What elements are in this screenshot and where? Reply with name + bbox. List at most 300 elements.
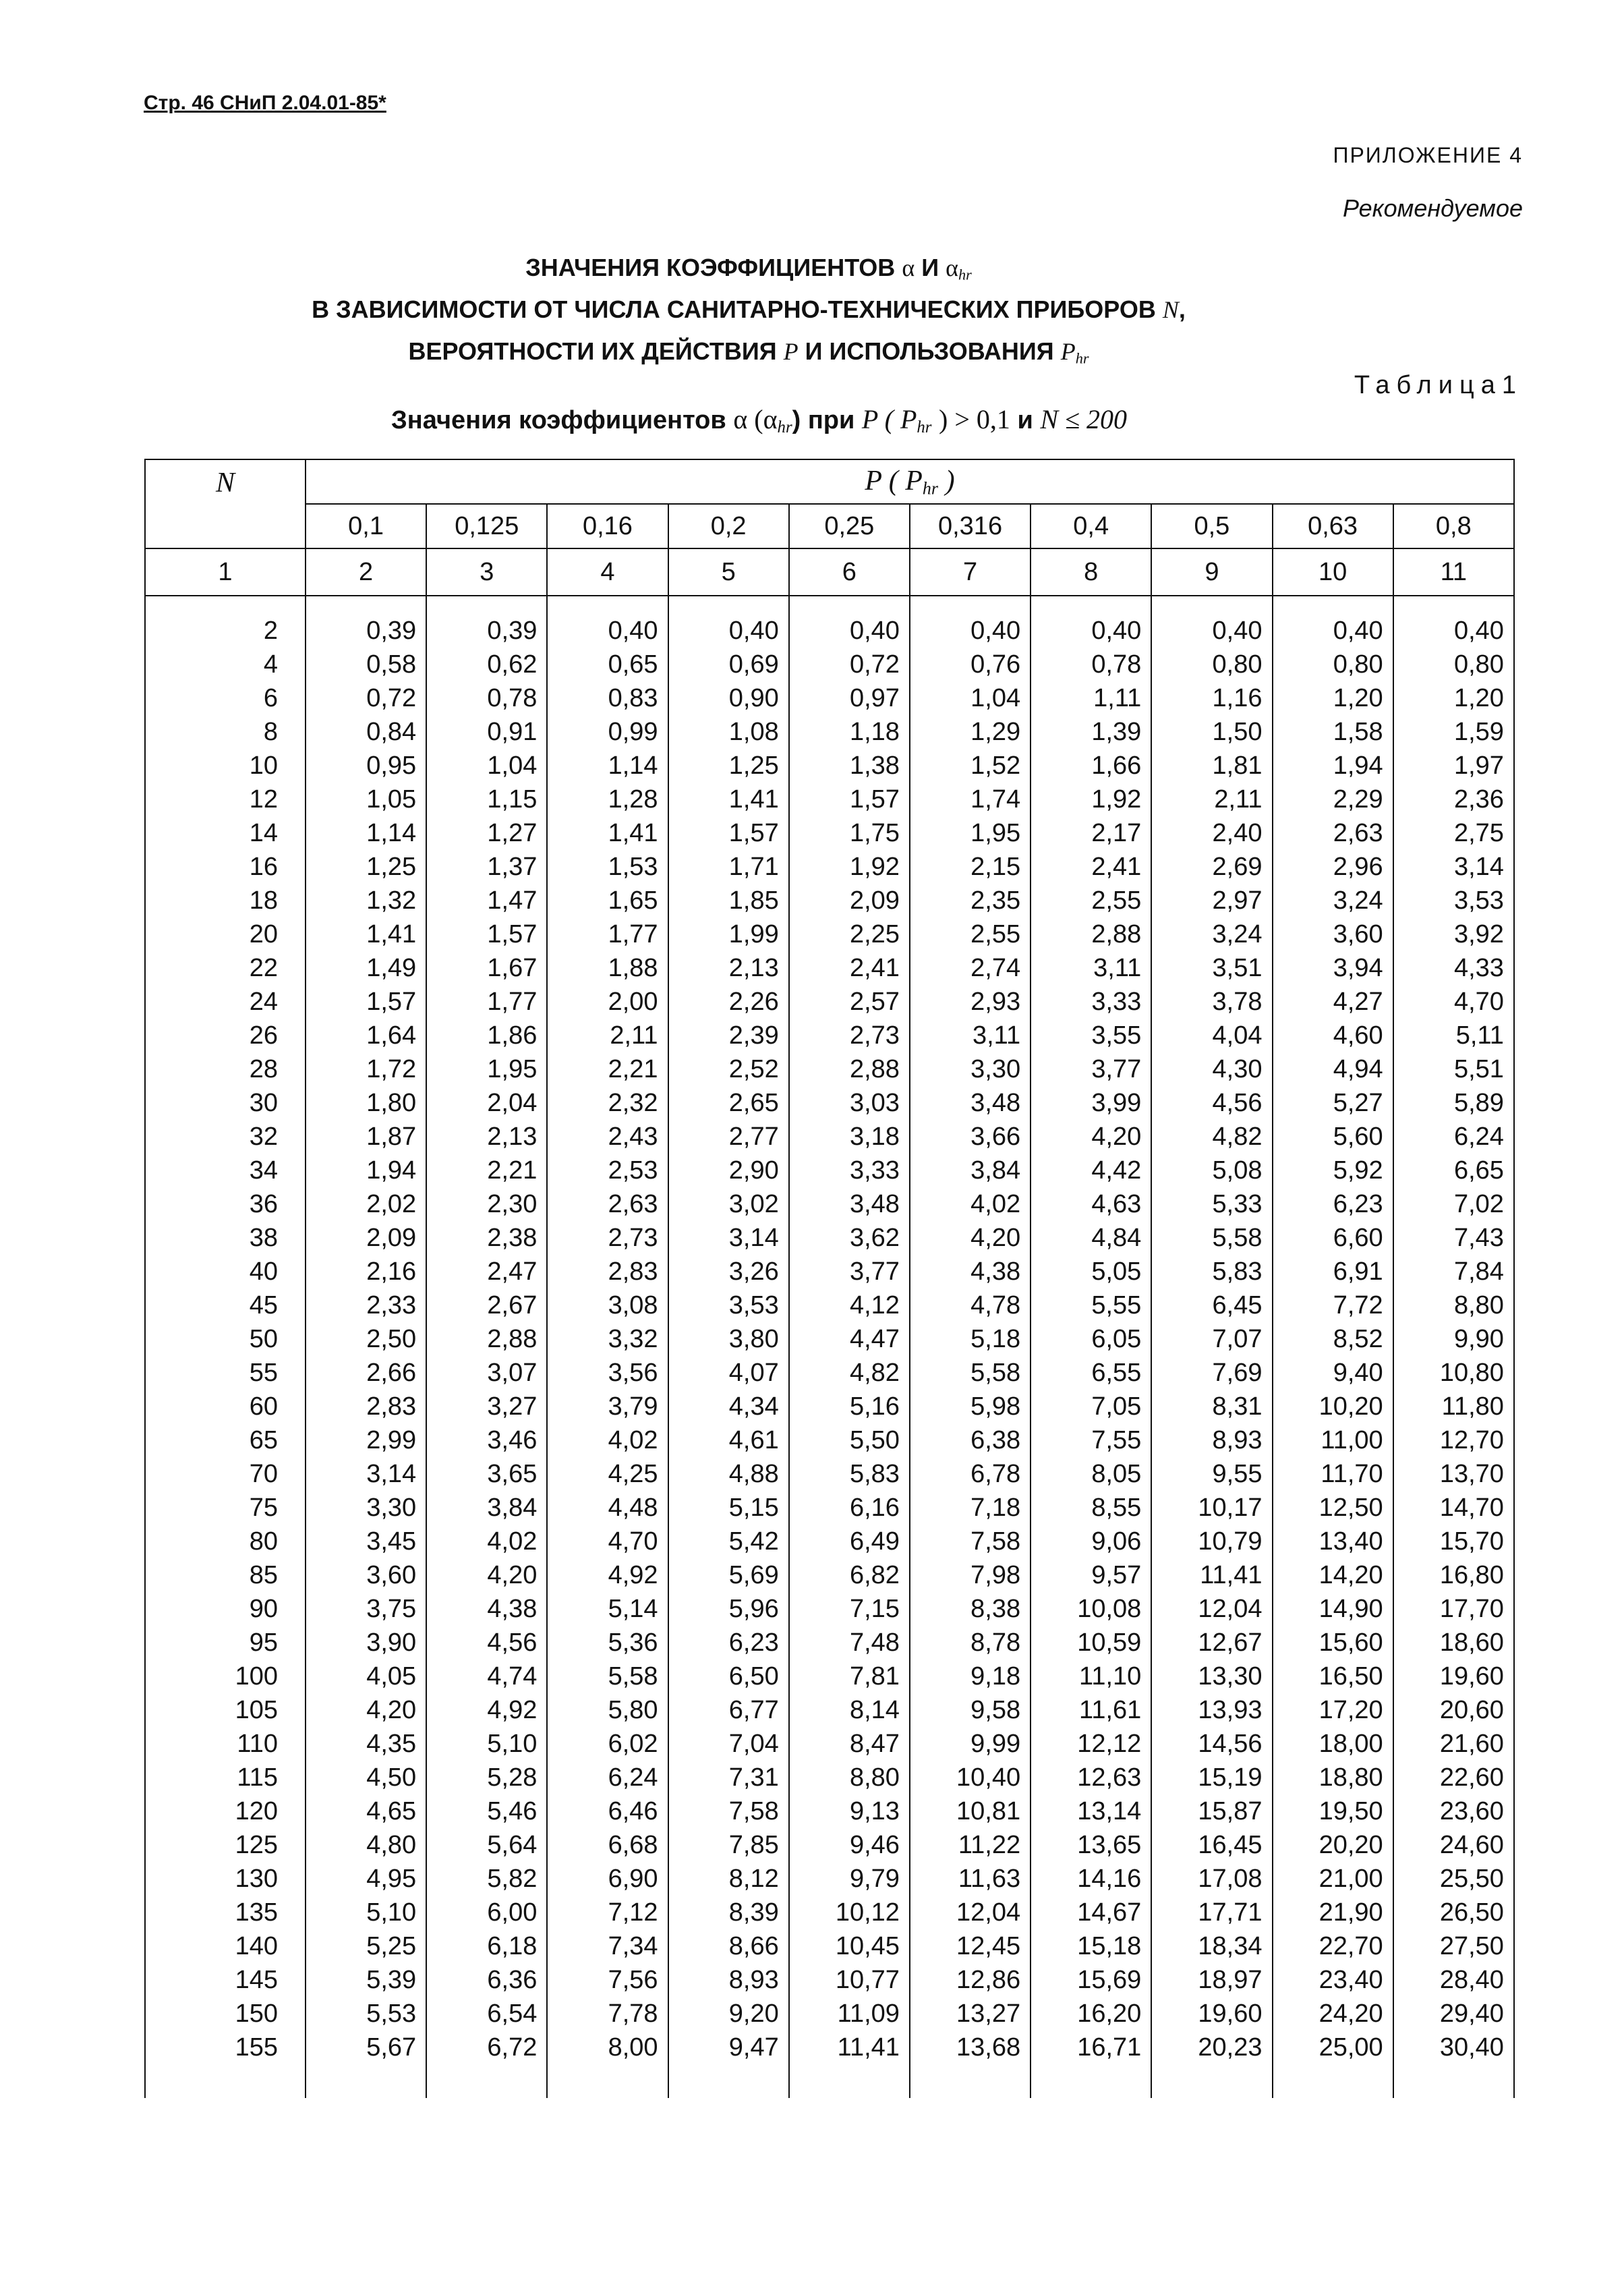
coefficient-cell: 15,70 (1393, 1525, 1514, 1558)
alpha-symbol: α (902, 254, 915, 281)
table-label: Таблица1 (1354, 371, 1523, 399)
coefficient-cell: 5,89 (1393, 1086, 1514, 1120)
coefficient-cell: 1,66 (1031, 749, 1151, 783)
coefficient-cell: 7,72 (1273, 1288, 1393, 1322)
coefficient-cell: 4,34 (668, 1390, 789, 1423)
coefficient-cell: 1,37 (426, 850, 547, 884)
coefficient-cell: 2,73 (547, 1221, 668, 1255)
coefficient-cell: 3,84 (426, 1491, 547, 1525)
coefficient-cell: 5,96 (668, 1592, 789, 1626)
table-spacer-cell (1393, 596, 1514, 614)
coefficient-cell: 4,70 (547, 1525, 668, 1558)
table-row (145, 1356, 1514, 1390)
coefficient-cell: 4,65 (306, 1794, 426, 1828)
coefficient-cell: 1,94 (306, 1154, 426, 1187)
coefficient-cell: 0,40 (789, 614, 910, 648)
column-number: 2 (306, 548, 426, 596)
coefficient-cell: 6,46 (547, 1794, 668, 1828)
n-value-cell: 145 (145, 1963, 306, 1997)
coefficient-cell: 0,69 (668, 648, 789, 681)
coefficient-cell: 1,14 (306, 816, 426, 850)
table-row (145, 850, 1514, 884)
table-row (145, 816, 1514, 850)
table-title-p-tail: ) > 0,1 (939, 404, 1010, 434)
coefficient-cell: 3,62 (789, 1221, 910, 1255)
alpha-paren: α (α (733, 404, 778, 434)
coefficient-cell: 10,20 (1273, 1390, 1393, 1423)
n-value-cell: 2 (145, 614, 306, 648)
coefficient-cell: 0,62 (426, 648, 547, 681)
coefficient-cell: 1,41 (547, 816, 668, 850)
n-value-cell: 55 (145, 1356, 306, 1390)
coefficient-cell: 3,33 (1031, 985, 1151, 1019)
p-value-header: 0,1 (306, 504, 426, 548)
coefficient-cell: 2,17 (1031, 816, 1151, 850)
n-value-cell: 95 (145, 1626, 306, 1660)
coefficient-cell: 11,09 (789, 1997, 910, 2031)
header-p-sub: hr (922, 478, 939, 499)
coefficient-cell: 2,65 (668, 1086, 789, 1120)
table-spacer-cell (668, 596, 789, 614)
coefficient-cell: 1,57 (789, 783, 910, 816)
table-spacer-cell (426, 2064, 547, 2098)
coefficient-cell: 9,47 (668, 2031, 789, 2064)
coefficient-cell: 6,77 (668, 1693, 789, 1727)
coefficient-cell: 2,11 (1151, 783, 1272, 816)
n-value-cell: 40 (145, 1255, 306, 1288)
n-value-cell: 100 (145, 1660, 306, 1693)
coefficient-cell: 3,53 (668, 1288, 789, 1322)
coefficient-cell: 1,87 (306, 1120, 426, 1154)
coefficient-cell: 2,83 (306, 1390, 426, 1423)
coefficient-cell: 0,72 (306, 681, 426, 715)
coefficient-cell: 15,18 (1031, 1929, 1151, 1963)
table-spacer-cell (547, 2064, 668, 2098)
table-row (145, 1828, 1514, 1862)
n-value-cell: 28 (145, 1052, 306, 1086)
coefficient-cell: 5,46 (426, 1794, 547, 1828)
coefficient-cell: 17,70 (1393, 1592, 1514, 1626)
coefficient-cell: 22,70 (1273, 1929, 1393, 1963)
n-value-cell: 10 (145, 749, 306, 783)
coefficient-cell: 1,14 (547, 749, 668, 783)
coefficient-cell: 3,30 (306, 1491, 426, 1525)
n-value-cell: 110 (145, 1727, 306, 1761)
coefficient-cell: 1,59 (1393, 715, 1514, 749)
coefficient-cell: 23,40 (1273, 1963, 1393, 1997)
coefficient-cell: 1,18 (789, 715, 910, 749)
coefficient-cell: 2,21 (547, 1052, 668, 1086)
table-spacer-row (145, 2064, 1514, 2098)
table-spacer-cell (910, 596, 1031, 614)
coefficient-cell: 25,50 (1393, 1862, 1514, 1896)
coefficient-cell: 0,80 (1393, 648, 1514, 681)
coefficient-cell: 0,40 (547, 614, 668, 648)
coefficient-cell: 3,60 (1273, 917, 1393, 951)
coefficient-cell: 7,07 (1151, 1322, 1272, 1356)
coefficient-cell: 5,10 (306, 1896, 426, 1929)
hr-subscript: hr (958, 266, 972, 283)
alpha-hr-symbol (946, 254, 972, 281)
coefficient-cell: 13,68 (910, 2031, 1031, 2064)
n-symbol: N (1162, 296, 1179, 323)
coefficient-cell: 5,82 (426, 1862, 547, 1896)
coefficient-cell: 0,90 (668, 681, 789, 715)
coefficient-cell: 1,41 (306, 917, 426, 951)
coefficient-cell: 26,50 (1393, 1896, 1514, 1929)
table-header (145, 459, 1514, 596)
coefficient-cell: 10,17 (1151, 1491, 1272, 1525)
coefficient-cell: 0,78 (1031, 648, 1151, 681)
coefficient-cell: 2,13 (668, 951, 789, 985)
coefficient-cell: 3,77 (789, 1255, 910, 1288)
table-row (145, 681, 1514, 715)
coefficient-cell: 4,80 (306, 1828, 426, 1862)
coefficient-cell: 7,85 (668, 1828, 789, 1862)
coefficient-cell: 16,20 (1031, 1997, 1151, 2031)
coefficient-cell: 1,58 (1273, 715, 1393, 749)
coefficient-cell: 2,63 (1273, 816, 1393, 850)
coefficient-cell: 1,85 (668, 884, 789, 917)
coefficient-cell: 4,88 (668, 1457, 789, 1491)
n-value-cell: 16 (145, 850, 306, 884)
coefficient-cell: 9,57 (1031, 1558, 1151, 1592)
coefficient-cell: 11,22 (910, 1828, 1031, 1862)
coefficient-cell: 6,65 (1393, 1154, 1514, 1187)
coefficient-cell: 4,02 (547, 1423, 668, 1457)
coefficient-cell: 4,38 (910, 1255, 1031, 1288)
coefficient-cell: 5,36 (547, 1626, 668, 1660)
coefficient-cell: 7,31 (668, 1761, 789, 1794)
coefficient-cell: 10,40 (910, 1761, 1031, 1794)
coefficient-cell: 5,18 (910, 1322, 1031, 1356)
coefficients-table (144, 459, 1515, 2098)
coefficient-cell: 8,31 (1151, 1390, 1272, 1423)
coefficient-cell: 5,15 (668, 1491, 789, 1525)
coefficient-cell: 4,27 (1273, 985, 1393, 1019)
coefficient-cell: 3,56 (547, 1356, 668, 1390)
coefficient-cell: 2,04 (426, 1086, 547, 1120)
coefficient-cell: 7,05 (1031, 1390, 1151, 1423)
table-row (145, 1626, 1514, 1660)
n-value-cell: 26 (145, 1019, 306, 1052)
coefficient-cell: 2,29 (1273, 783, 1393, 816)
table-row (145, 917, 1514, 951)
coefficient-cell: 9,20 (668, 1997, 789, 2031)
column-number: 6 (789, 548, 910, 596)
coefficient-cell: 2,99 (306, 1423, 426, 1457)
coefficient-cell: 11,70 (1273, 1457, 1393, 1491)
n-value-cell: 30 (145, 1086, 306, 1120)
recommended-label: Рекомендуемое (1343, 194, 1523, 222)
table-row (145, 1862, 1514, 1896)
table-row (145, 1929, 1514, 1963)
coefficient-cell: 2,90 (668, 1154, 789, 1187)
coefficient-cell: 0,99 (547, 715, 668, 749)
coefficient-cell: 4,82 (1151, 1120, 1272, 1154)
coefficient-cell: 11,00 (1273, 1423, 1393, 1457)
table-row (145, 951, 1514, 985)
coefficient-cell: 4,94 (1273, 1052, 1393, 1086)
coefficient-cell: 5,98 (910, 1390, 1031, 1423)
coefficient-cell: 3,27 (426, 1390, 547, 1423)
coefficient-cell: 1,94 (1273, 749, 1393, 783)
table-spacer-cell (1031, 596, 1151, 614)
coefficient-cell: 0,83 (547, 681, 668, 715)
coefficient-cell: 1,38 (789, 749, 910, 783)
coefficient-cell: 1,28 (547, 783, 668, 816)
coefficient-cell: 3,33 (789, 1154, 910, 1187)
coefficient-cell: 0,80 (1273, 648, 1393, 681)
coefficient-cell: 2,41 (789, 951, 910, 985)
table-row (145, 1997, 1514, 2031)
coefficient-cell: 16,80 (1393, 1558, 1514, 1592)
coefficient-cell: 5,33 (1151, 1187, 1272, 1221)
title-line-3 (202, 331, 1295, 372)
header-p-close: ) (938, 465, 955, 497)
coefficient-cell: 5,83 (1151, 1255, 1272, 1288)
coefficient-cell: 4,05 (306, 1660, 426, 1693)
coefficient-cell: 2,53 (547, 1154, 668, 1187)
table-row (145, 1221, 1514, 1255)
coefficient-cell: 12,50 (1273, 1491, 1393, 1525)
coefficient-cell: 0,40 (1273, 614, 1393, 648)
coefficient-cell: 2,43 (547, 1120, 668, 1154)
coefficient-cell: 5,14 (547, 1592, 668, 1626)
n-value-cell: 155 (145, 2031, 306, 2064)
coefficient-cell: 7,55 (1031, 1423, 1151, 1457)
p-value-header: 0,5 (1151, 504, 1272, 548)
coefficient-cell: 13,93 (1151, 1693, 1272, 1727)
coefficient-cell: 4,92 (426, 1693, 547, 1727)
coefficient-cell: 21,00 (1273, 1862, 1393, 1896)
coefficient-cell: 8,93 (1151, 1423, 1272, 1457)
coefficient-cell: 18,80 (1273, 1761, 1393, 1794)
coefficient-cell: 0,40 (1031, 614, 1151, 648)
phr-symbol (1061, 338, 1089, 365)
coefficient-cell: 5,42 (668, 1525, 789, 1558)
coefficient-cell: 17,71 (1151, 1896, 1272, 1929)
table-spacer-row (145, 596, 1514, 614)
coefficient-cell: 4,04 (1151, 1019, 1272, 1052)
coefficient-cell: 8,00 (547, 2031, 668, 2064)
coefficient-cell: 4,30 (1151, 1052, 1272, 1086)
table-row (145, 1019, 1514, 1052)
coefficient-cell: 1,57 (426, 917, 547, 951)
coefficient-cell: 2,38 (426, 1221, 547, 1255)
coefficient-cell: 9,18 (910, 1660, 1031, 1693)
coefficient-cell: 14,67 (1031, 1896, 1151, 1929)
coefficient-cell: 3,77 (1031, 1052, 1151, 1086)
coefficient-cell: 22,60 (1393, 1761, 1514, 1794)
coefficient-cell: 8,14 (789, 1693, 910, 1727)
n-value-cell: 65 (145, 1423, 306, 1457)
n-value-cell: 115 (145, 1761, 306, 1794)
coefficient-cell: 5,51 (1393, 1052, 1514, 1086)
title-line-3-mid: И ИСПОЛЬЗОВАНИЯ (805, 337, 1054, 365)
coefficient-cell: 6,68 (547, 1828, 668, 1862)
coefficient-cell: 3,99 (1031, 1086, 1151, 1120)
coefficient-cell: 3,48 (789, 1187, 910, 1221)
coefficient-cell: 6,24 (1393, 1120, 1514, 1154)
coefficient-cell: 3,55 (1031, 1019, 1151, 1052)
coefficient-cell: 10,81 (910, 1794, 1031, 1828)
coefficient-cell: 4,35 (306, 1727, 426, 1761)
coefficient-cell: 4,25 (547, 1457, 668, 1491)
column-number: 3 (426, 548, 547, 596)
coefficient-cell: 5,25 (306, 1929, 426, 1963)
header-n: N (145, 459, 306, 548)
coefficient-cell: 5,83 (789, 1457, 910, 1491)
coefficient-cell: 2,88 (1031, 917, 1151, 951)
coefficient-cell: 4,20 (426, 1558, 547, 1592)
coefficient-cell: 4,78 (910, 1288, 1031, 1322)
table-row (145, 1390, 1514, 1423)
coefficient-cell: 4,20 (1031, 1120, 1151, 1154)
coefficient-cell: 7,98 (910, 1558, 1031, 1592)
coefficient-cell: 1,25 (668, 749, 789, 783)
coefficient-cell: 4,60 (1273, 1019, 1393, 1052)
n-value-cell: 24 (145, 985, 306, 1019)
p-symbol: P (783, 338, 799, 365)
coefficient-cell: 0,40 (910, 614, 1031, 648)
coefficient-cell: 8,38 (910, 1592, 1031, 1626)
coefficient-cell: 5,05 (1031, 1255, 1151, 1288)
n-value-cell: 6 (145, 681, 306, 715)
coefficient-cell: 3,03 (789, 1086, 910, 1120)
coefficient-cell: 1,71 (668, 850, 789, 884)
coefficient-cell: 2,55 (1031, 884, 1151, 917)
coefficient-cell: 3,94 (1273, 951, 1393, 985)
coefficient-cell: 2,66 (306, 1356, 426, 1390)
coefficient-cell: 6,24 (547, 1761, 668, 1794)
coefficient-cell: 17,08 (1151, 1862, 1272, 1896)
coefficient-cell: 3,75 (306, 1592, 426, 1626)
title-line-2 (202, 289, 1295, 331)
coefficient-cell: 3,18 (789, 1120, 910, 1154)
p-value-header: 0,8 (1393, 504, 1514, 548)
coefficient-cell: 8,52 (1273, 1322, 1393, 1356)
column-number: 8 (1031, 548, 1151, 596)
coefficient-cell: 2,09 (306, 1221, 426, 1255)
coefficient-cell: 1,75 (789, 816, 910, 850)
n-value-cell: 70 (145, 1457, 306, 1491)
table-row (145, 884, 1514, 917)
coefficient-cell: 10,80 (1393, 1356, 1514, 1390)
n-value-cell: 120 (145, 1794, 306, 1828)
coefficient-cell: 27,50 (1393, 1929, 1514, 1963)
coefficient-cell: 18,60 (1393, 1626, 1514, 1660)
coefficient-cell: 5,50 (789, 1423, 910, 1457)
n-value-cell: 38 (145, 1221, 306, 1255)
coefficient-cell: 0,95 (306, 749, 426, 783)
coefficient-cell: 2,26 (668, 985, 789, 1019)
coefficient-cell: 1,27 (426, 816, 547, 850)
coefficient-cell: 0,97 (789, 681, 910, 715)
coefficient-cell: 0,40 (1393, 614, 1514, 648)
coefficient-cell: 3,08 (547, 1288, 668, 1322)
n-value-cell: 105 (145, 1693, 306, 1727)
coefficient-cell: 1,04 (426, 749, 547, 783)
table-row (145, 1120, 1514, 1154)
coefficient-cell: 0,76 (910, 648, 1031, 681)
coefficient-cell: 3,24 (1273, 884, 1393, 917)
coefficient-cell: 7,15 (789, 1592, 910, 1626)
coefficient-cell: 3,14 (1393, 850, 1514, 884)
coefficient-cell: 0,58 (306, 648, 426, 681)
coefficient-cell: 21,60 (1393, 1727, 1514, 1761)
coefficient-cell: 16,50 (1273, 1660, 1393, 1693)
coefficient-cell: 19,60 (1151, 1997, 1272, 2031)
coefficient-cell: 19,50 (1273, 1794, 1393, 1828)
coefficient-cell: 3,24 (1151, 917, 1272, 951)
p-expr: P ( P (861, 404, 917, 434)
coefficient-cell: 13,40 (1273, 1525, 1393, 1558)
table-row (145, 783, 1514, 816)
coefficient-cell: 13,14 (1031, 1794, 1151, 1828)
table-spacer-cell (789, 596, 910, 614)
coefficient-cell: 14,56 (1151, 1727, 1272, 1761)
coefficient-cell: 9,99 (910, 1727, 1031, 1761)
table-row (145, 1288, 1514, 1322)
coefficient-cell: 5,67 (306, 2031, 426, 2064)
table-row (145, 715, 1514, 749)
coefficient-cell: 5,27 (1273, 1086, 1393, 1120)
coefficient-cell: 6,54 (426, 1997, 547, 2031)
coefficient-cell: 4,02 (910, 1187, 1031, 1221)
table-spacer-cell (668, 2064, 789, 2098)
column-number: 1 (145, 548, 306, 596)
table-row (145, 985, 1514, 1019)
coefficient-cell: 3,02 (668, 1187, 789, 1221)
coefficient-cell: 9,90 (1393, 1322, 1514, 1356)
coefficient-cell: 11,41 (789, 2031, 910, 2064)
coefficient-cell: 2,33 (306, 1288, 426, 1322)
coefficient-cell: 2,40 (1151, 816, 1272, 850)
table-spacer-cell (1273, 2064, 1393, 2098)
table-spacer-cell (1151, 596, 1272, 614)
n-value-cell: 18 (145, 884, 306, 917)
table-spacer-cell (1151, 2064, 1272, 2098)
coefficient-cell: 2,57 (789, 985, 910, 1019)
coefficient-cell: 3,51 (1151, 951, 1272, 985)
table-row (145, 1154, 1514, 1187)
coefficient-cell: 4,84 (1031, 1221, 1151, 1255)
coefficient-cell: 3,45 (306, 1525, 426, 1558)
n-value-cell: 36 (145, 1187, 306, 1221)
table-row (145, 1693, 1514, 1727)
coefficient-cell: 1,15 (426, 783, 547, 816)
coefficient-cell: 1,67 (426, 951, 547, 985)
coefficient-cell: 5,10 (426, 1727, 547, 1761)
coefficient-cell: 11,41 (1151, 1558, 1272, 1592)
coefficient-cell: 5,64 (426, 1828, 547, 1862)
coefficient-cell: 1,29 (910, 715, 1031, 749)
coefficient-cell: 4,92 (547, 1558, 668, 1592)
coefficient-cell: 30,40 (1393, 2031, 1514, 2064)
coefficient-cell: 1,16 (1151, 681, 1272, 715)
coefficient-cell: 2,16 (306, 1255, 426, 1288)
coefficient-cell: 1,04 (910, 681, 1031, 715)
table-row (145, 1727, 1514, 1761)
coefficient-cell: 2,88 (789, 1052, 910, 1086)
coefficient-cell: 1,20 (1273, 681, 1393, 715)
coefficient-cell: 2,50 (306, 1322, 426, 1356)
coefficient-cell: 8,12 (668, 1862, 789, 1896)
coefficient-cell: 2,36 (1393, 783, 1514, 816)
alpha-symbol-2: α (946, 254, 958, 281)
table-row (145, 749, 1514, 783)
